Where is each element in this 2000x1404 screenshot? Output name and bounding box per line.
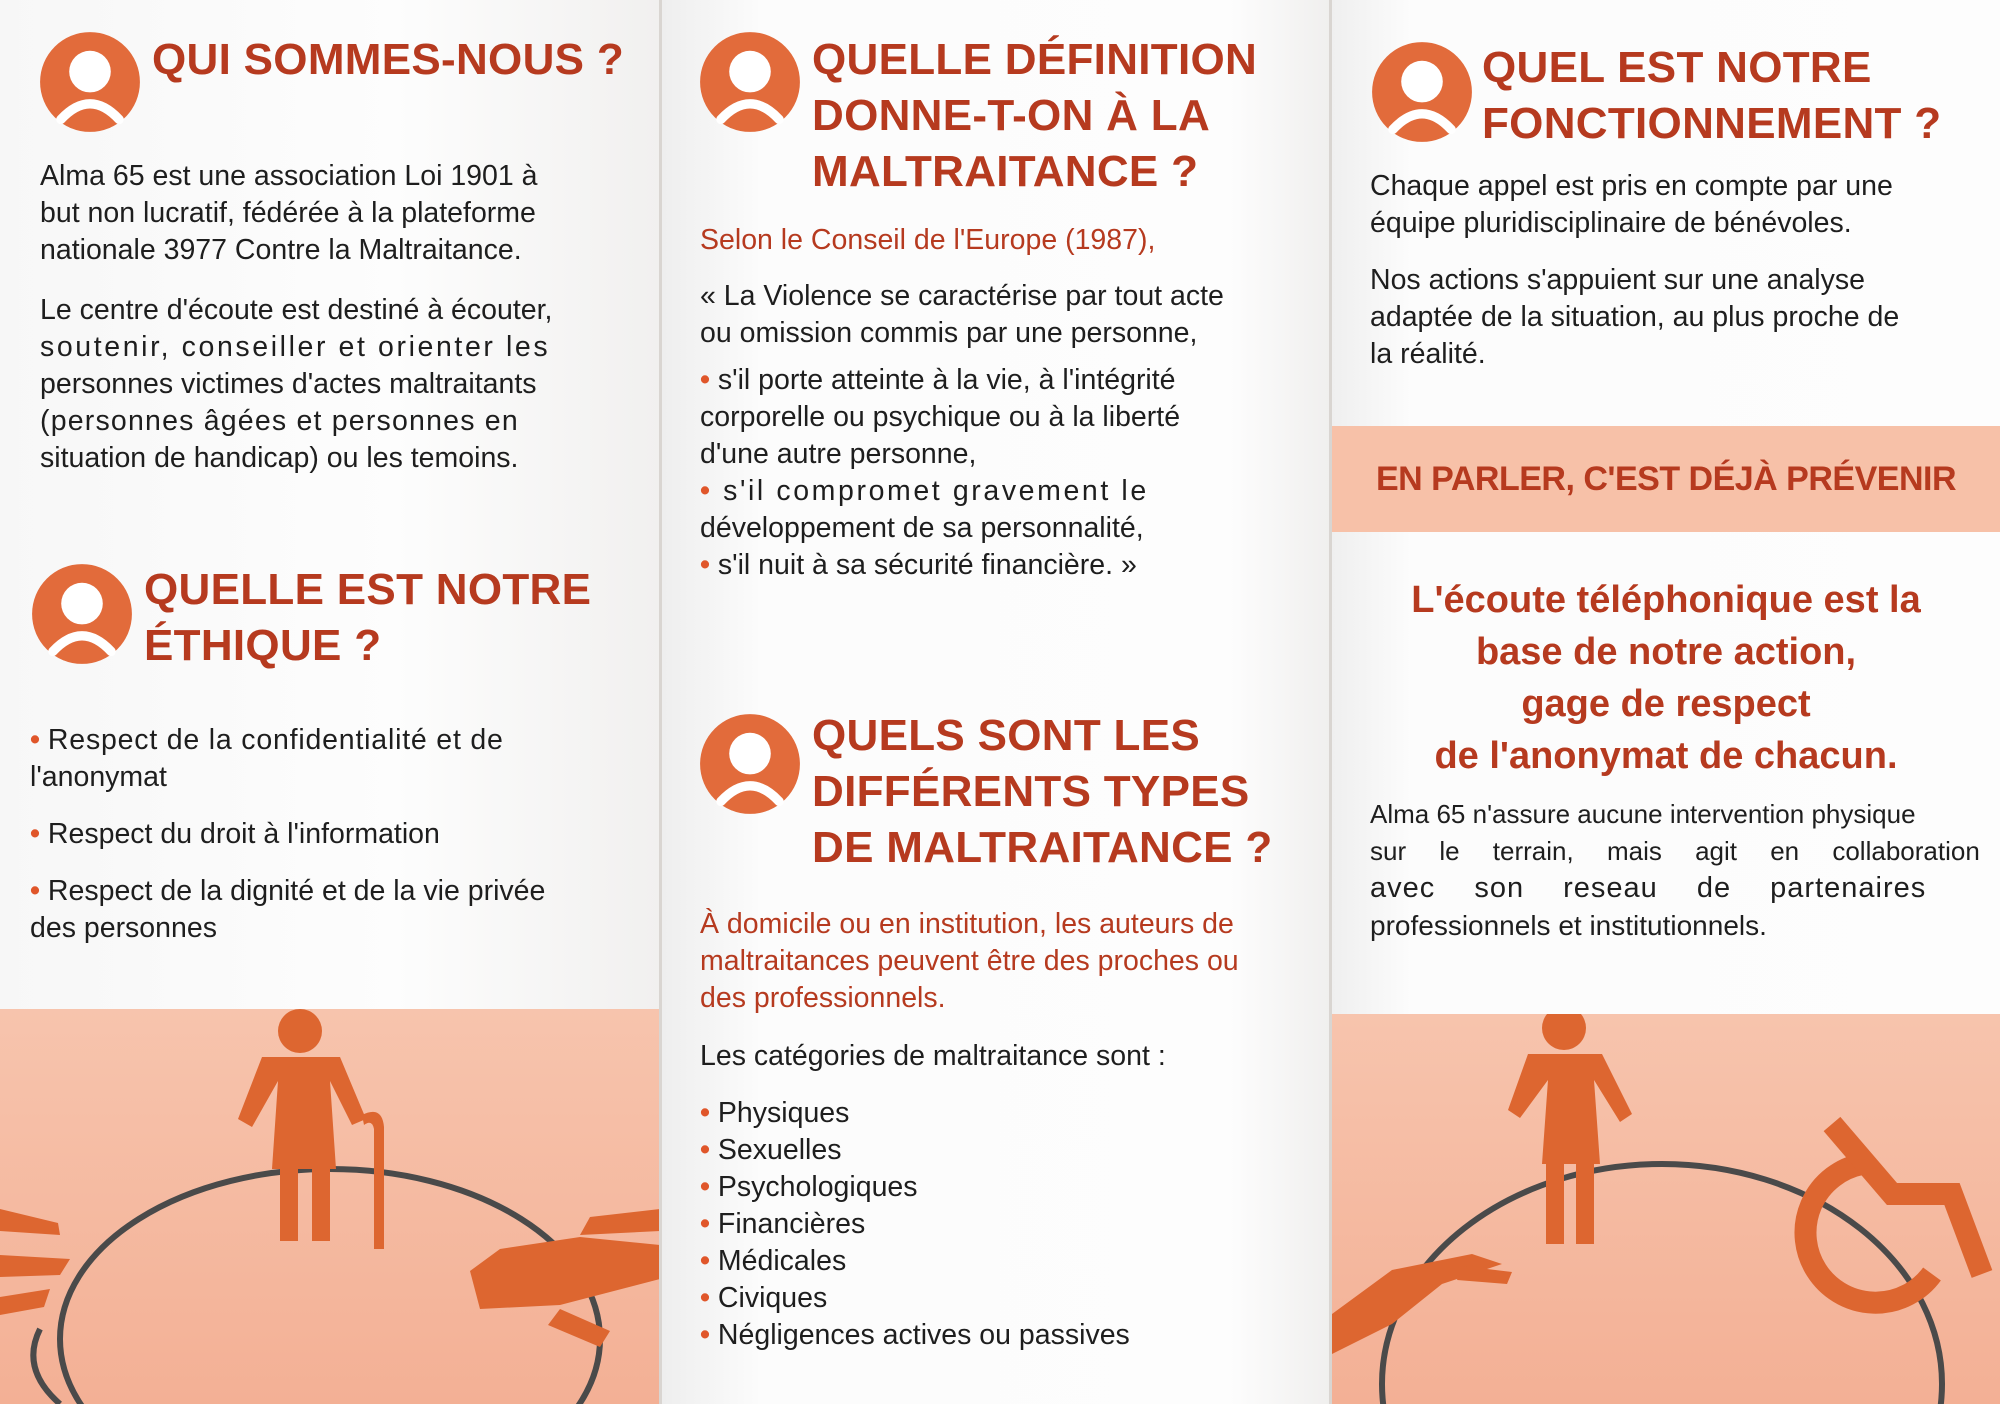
text-line: équipe pluridisciplinaire de bénévoles. <box>1370 207 1852 239</box>
text-line: Sexuelles <box>717 1134 842 1166</box>
text-line: maltraitances peuvent être des proches ou <box>700 945 1239 977</box>
text-line: Respect du droit à l'information <box>47 818 440 850</box>
person-icon <box>698 712 802 816</box>
categories-list <box>700 1095 1300 1354</box>
bullet-dot: • <box>700 1282 718 1314</box>
person-icon <box>698 30 802 134</box>
title-line: FONCTIONNEMENT ? <box>1482 99 1942 148</box>
source-citation: Selon le Conseil de l'Europe (1987), <box>700 224 1156 256</box>
closing-paragraph <box>1370 796 1990 944</box>
illustration-band <box>1332 1014 2000 1404</box>
text-line: corporelle ou psychique ou à la liberté <box>700 401 1181 433</box>
list-item <box>700 1095 1300 1132</box>
title-line: QUEL EST NOTRE <box>1482 43 1872 92</box>
text-line: professionnels et institutionnels. <box>1370 910 1767 941</box>
definition-quote <box>700 278 1310 584</box>
bullet-dot: • <box>700 364 718 396</box>
text-line: la réalité. <box>1370 338 1486 370</box>
text-line: adaptée de la situation, au plus proche de <box>1370 301 1900 333</box>
list-item <box>700 1132 1300 1169</box>
text-line: l'anonymat <box>30 761 167 793</box>
text-line: Alma 65 n'assure aucune intervention physique <box>1370 799 1916 829</box>
list-item <box>700 547 1310 584</box>
bullet-dot: • <box>700 1097 718 1129</box>
list-item <box>30 873 640 947</box>
text-line: (personnes âgées et personnes en <box>40 405 519 437</box>
text-line: but non lucratif, fédérée à la plateforme <box>40 197 536 229</box>
text-line: Financières <box>717 1208 866 1240</box>
text-line: base de notre action, <box>1475 631 1857 673</box>
text-line: personnes victimes d'actes maltraitants <box>40 368 537 400</box>
intro-paragraph <box>40 158 640 269</box>
list-item <box>700 1243 1300 1280</box>
actions-paragraph <box>1370 262 1990 373</box>
centre-paragraph <box>40 292 640 477</box>
list-item <box>700 1317 1300 1354</box>
title-line: MALTRAITANCE ? <box>812 147 1199 196</box>
text-line: Physiques <box>717 1097 850 1129</box>
text-line: développement de sa personnalité, <box>700 512 1144 544</box>
ethics-bullet-list <box>30 722 640 947</box>
text-line: Respect de la confidentialité et de <box>47 724 504 756</box>
text-line: Négligences actives ou passives <box>717 1319 1130 1351</box>
list-item <box>700 473 1310 547</box>
bullet-dot: • <box>30 724 48 756</box>
text-line: des professionnels. <box>700 982 946 1014</box>
list-item <box>30 722 640 796</box>
section-title-ethique <box>144 562 591 674</box>
authors-paragraph <box>700 906 1320 1017</box>
bullet-dot: • <box>700 1319 718 1351</box>
bullet-dot: • <box>700 1134 718 1166</box>
person-icon <box>30 562 134 666</box>
person-icon <box>38 30 142 134</box>
text-line: À domicile ou en institution, les auteurs de <box>700 908 1234 940</box>
bullet-dot: • <box>700 1208 718 1240</box>
team-paragraph <box>1370 168 1990 242</box>
list-item <box>700 1206 1300 1243</box>
illustration-band <box>0 1009 660 1404</box>
list-item <box>30 816 640 853</box>
text-line: Nos actions s'appuient sur une analyse <box>1370 264 1865 296</box>
text-line: des personnes <box>30 912 217 944</box>
bullet-dot: • <box>700 1245 718 1277</box>
text-line: ou omission commis par une personne, <box>700 317 1198 349</box>
text-line: soutenir, conseiller et orienter les <box>40 331 551 363</box>
section-title-definition <box>812 32 1257 200</box>
text-line: sur le terrain, mais agit en collaboration <box>1370 836 1980 866</box>
banner-title: EN PARLER, C'EST DÉJÀ PRÉVENIR <box>1376 460 1956 498</box>
title-line: QUELLE EST NOTRE <box>144 565 592 614</box>
right-panel <box>1332 0 2000 1404</box>
text-line: L'écoute téléphonique est la <box>1411 579 1921 621</box>
text-line: situation de handicap) ou les temoins. <box>40 442 519 474</box>
text-line: Le centre d'écoute est destiné à écouter, <box>40 294 553 326</box>
list-item <box>700 1169 1300 1206</box>
people-illustration <box>1332 1014 2000 1404</box>
section-title-types <box>812 708 1273 876</box>
text-line: Civiques <box>717 1282 828 1314</box>
section-title-fonctionnement <box>1482 40 1941 152</box>
text-line: d'une autre personne, <box>700 438 977 470</box>
text-line: Respect de la dignité et de la vie privée <box>47 875 546 907</box>
title-line: DIFFÉRENTS TYPES <box>812 767 1250 816</box>
text-line: Médicales <box>717 1245 847 1277</box>
text-line: gage de respect <box>1521 683 1811 725</box>
bullet-dot: • <box>700 1171 718 1203</box>
title-line: DE MALTRAITANCE ? <box>812 823 1273 872</box>
left-panel <box>0 0 660 1404</box>
title-line: ÉTHIQUE ? <box>144 621 382 670</box>
text-line: « La Violence se caractérise par tout acte <box>700 280 1224 312</box>
bullet-dot: • <box>700 475 724 507</box>
bullet-dot: • <box>30 818 48 850</box>
text-line: nationale 3977 Contre la Maltraitance. <box>40 234 522 266</box>
text-line: s'il porte atteinte à la vie, à l'intégrité <box>717 364 1176 396</box>
bullet-dot: • <box>700 549 718 581</box>
list-item <box>700 362 1310 473</box>
elderly-person-illustration <box>0 1009 660 1404</box>
person-icon <box>1370 40 1474 144</box>
highlight-statement <box>1372 574 1960 782</box>
title-line: QUELLE DÉFINITION <box>812 35 1258 84</box>
title-line: DONNE-T-ON À LA <box>812 91 1211 140</box>
text-line: Chaque appel est pris en compte par une <box>1370 170 1893 202</box>
title-line: QUELS SONT LES <box>812 711 1201 760</box>
text-line: Alma 65 est une association Loi 1901 à <box>40 160 538 192</box>
text-line: s'il compromet gravement le <box>723 475 1149 507</box>
text-line: de l'anonymat de chacun. <box>1434 735 1898 777</box>
text-line: Psychologiques <box>717 1171 918 1203</box>
list-item <box>700 1280 1300 1317</box>
bullet-dot: • <box>30 875 48 907</box>
section-title-qui-sommes-nous: QUI SOMMES-NOUS ? <box>152 35 624 84</box>
prevention-banner <box>1332 426 2000 532</box>
categories-label: Les catégories de maltraitance sont : <box>700 1040 1166 1072</box>
text-line: s'il nuit à sa sécurité financière. » <box>717 549 1137 581</box>
text-line: avec son reseau de partenaires <box>1370 872 1927 904</box>
middle-panel <box>662 0 1330 1404</box>
